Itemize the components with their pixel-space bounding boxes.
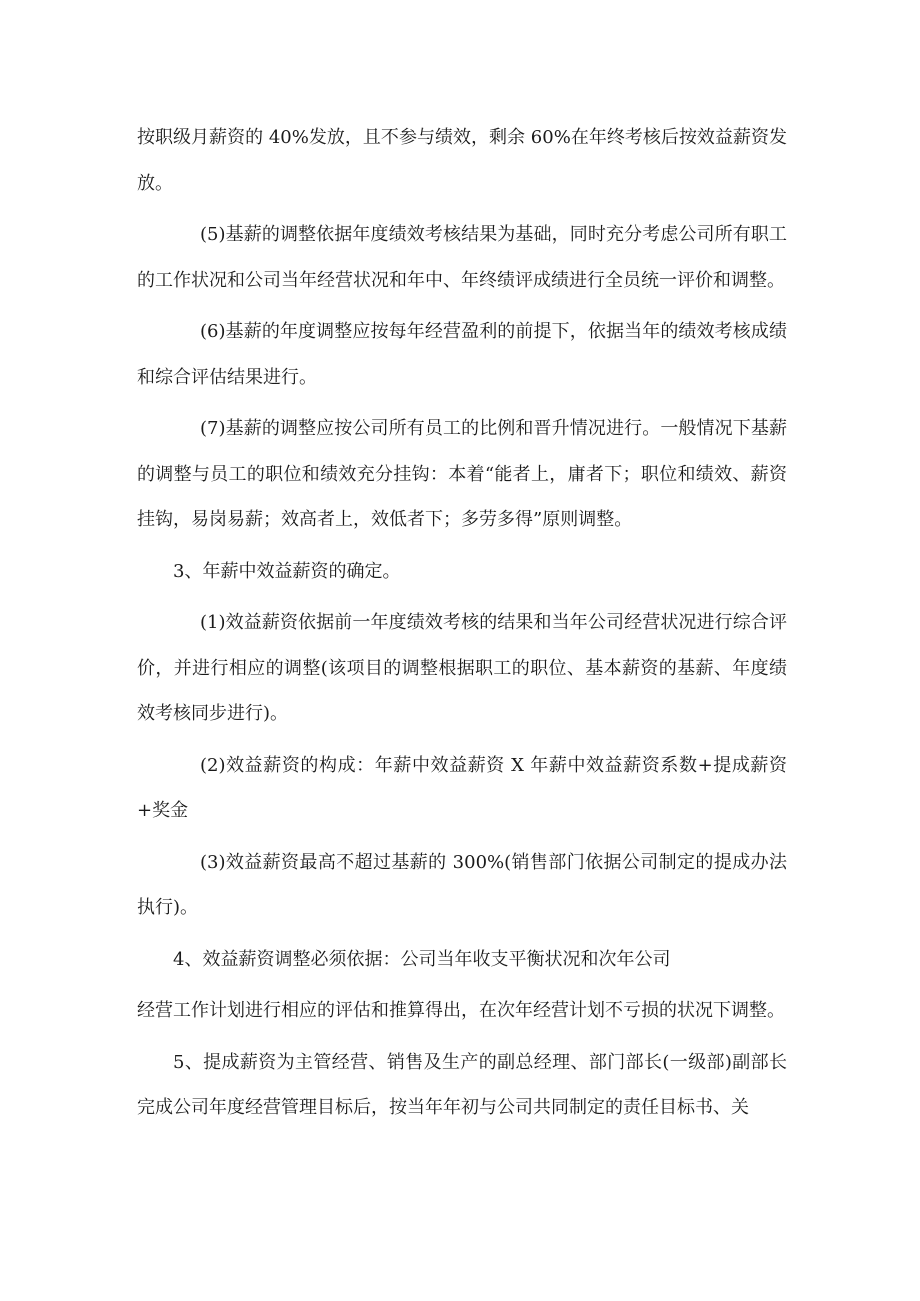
paragraph-1: 按职级月薪资的 40%发放，且不参与绩效，剩余 60%在年终考核后按效益薪资发放。 — [137, 127, 787, 194]
document-body — [137, 115, 787, 1137]
paragraph-9: 4、效益薪资调整必须依据：公司当年收支平衡状况和次年公司 — [173, 948, 671, 970]
paragraph-3: (6)基薪的年度调整应按每年经营盈利的前提下，依据当年的绩效考核成绩和综合评估结果进行。 — [137, 321, 787, 388]
paragraph-6: (1)效益薪资依据前一年度绩效考核的结果和当年公司经营状况进行综合评价，并进行相应的调整(该项目的调整根据职工的职位、基本薪资的基薪、年度绩效考核同步进行)。 — [137, 612, 787, 724]
paragraph-10: 经营工作计划进行相应的评估和推算得出，在次年经营计划不亏损的状况下调整。 — [137, 1000, 785, 1021]
paragraph-11: 5、提成薪资为主管经营、销售及生产的副总经理、部门部长(一级部)副部长完成公司年度经营管理目标后，按当年年初与公司共同制定的责任目标书、关 — [137, 1051, 787, 1118]
paragraph-7: (2)效益薪资的构成：年薪中效益薪资 X 年薪中效益薪资系数+提成薪资+奖金 — [137, 754, 787, 821]
paragraph-8: (3)效益薪资最高不超过基薪的 300%(销售部门依据公司制定的提成办法执行)。 — [137, 851, 787, 918]
paragraph-5: 3、年薪中效益薪资的确定。 — [173, 560, 401, 582]
paragraph-2: (5)基薪的调整依据年度绩效考核结果为基础，同时充分考虑公司所有职工的工作状况和公司当年经营状况和年中、年终绩评成绩进行全员统一评价和调整。 — [137, 224, 787, 291]
paragraph-4: (7)基薪的调整应按公司所有员工的比例和晋升情况进行。一般情况下基薪的调整与员工的职位和绩效充分挂钩：本着“能者上，庸者下；职位和绩效、薪资挂钩，易岗易薪；效高者上，效低者下；多劳多得”原则调整。 — [137, 418, 787, 530]
